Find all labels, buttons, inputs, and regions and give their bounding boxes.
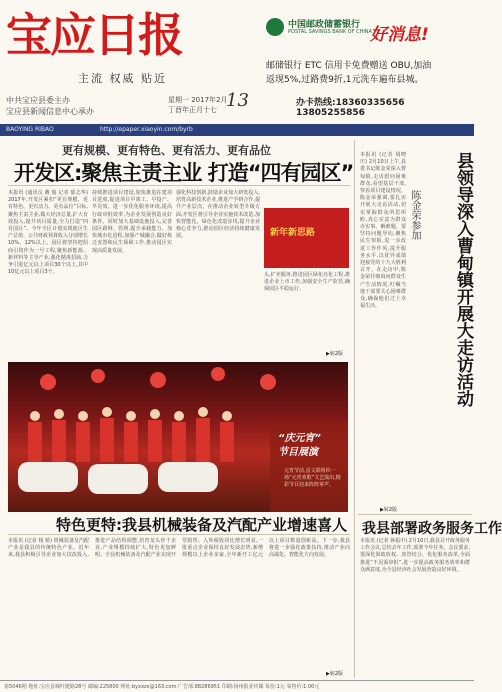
lead-kicker: 更有规模、更有特色、更有活力、更有品位 <box>62 144 271 157</box>
publisher-line-2: 宝应县新闻信息中心承办 <box>6 107 94 116</box>
lead-body-col-3: 强化科技创新,鼓励企业加大研发投入,培育高新技术企业,推进产学研合作,提升产业层次。在推动企业转型升级方面,开发区将引导企业实施技术改造,加快智能化、绿色化改造步伐,提升企业核心竞争力,推动园区经济持续健康发展。 <box>176 190 260 240</box>
headline-rule <box>8 185 350 186</box>
photo-caption-text: 元宵节前,县文联组织一场“元宵欢歌”文艺演出,精彩节目迎来阵阵掌声。 <box>284 468 341 488</box>
right-story2-rule <box>358 514 472 515</box>
story2-rule <box>8 534 350 535</box>
story2-continue[interactable]: ▶转2版 <box>326 671 344 677</box>
bank-name-en: POSTAL SAVINGS BANK OF CHINA <box>288 29 372 35</box>
date-line-2: 丁酉年正月十七 <box>168 106 217 114</box>
masthead-bar <box>0 124 474 136</box>
story2-headline: 特色更特:我县机械装备及汽配产业增速喜人 <box>56 516 348 534</box>
lead-body-col-4: 头,扩充服务,推进园区绿化亮化工程,推进企业上市工作,加强安全生产监管,确保园区平稳运行。 <box>264 272 350 293</box>
issue-number: 13 <box>226 90 249 111</box>
new-year-badge-text: 新年新思路 <box>270 228 316 238</box>
column-divider <box>354 140 355 678</box>
epaper-url[interactable]: http://epaper.xiaoyin.com/byrb <box>100 126 193 133</box>
right-story2-body: 本报讯 (记者 蒋振中) 2月10日,我县召开政务服务工作会议,总结去年工作,部署今年任务。会议要求,要深化简政放权、放管结合、优化服务改革,全面推进“不见面审批”,进一步提高政务服务效率和群众满意度,为全县经济社会发展营造良好环境。 <box>360 538 470 573</box>
ad-line-2: 返现5%,过路费9折,1元洗车遍布县城。 <box>266 75 424 85</box>
right-story2-headline: 我县部署政务服务工作 <box>362 521 502 537</box>
slogan: 主流 权威 贴近 <box>78 72 167 85</box>
new-year-badge <box>264 208 349 268</box>
ad-headline: 好消息! <box>370 25 429 45</box>
masthead-pinyin: BAOYING RIBAO <box>6 126 54 133</box>
bank-logo-icon <box>266 18 284 36</box>
right-story1-headline: 县领导深入曹甸镇开展大走访活动 <box>453 152 473 407</box>
ad-hotline: 办卡热线:18360335656 13805255856 <box>296 98 405 118</box>
footer-info: 第5046期 地址:宝应县城叶挺路28号 邮编:225800 网址:byxxzx@163.com 广告部:88286951 印刷:扬州报业传媒 每份:1元 零售价:1.00元 <box>0 680 474 692</box>
lead-continue[interactable]: ▶转2版 <box>326 351 344 357</box>
bank-name: 中国邮政储蓄银行 <box>288 20 361 30</box>
photo-caption-title: “庆元宵” 节目展演 <box>278 433 321 458</box>
newspaper-title: 宝应日报 <box>6 8 182 62</box>
right-story1-byline: 陈金荣参加 <box>409 190 420 240</box>
date-line-1: 星期一 2017年2月 <box>168 96 228 104</box>
date-block <box>168 95 228 115</box>
right-story1-body: 本报讯 (记者 胡晓庆) 2月10日上午,县委书记陈金荣深入曹甸镇,走访慰问困难群众,看望基层干部,察看项目建设情况。陈金荣强调,要扎实开展大走访活动,切实掌握群众所思所盼,真心实意为群众办实事、解难题。要坚持问题导向,聚焦民生短板,进一步改进工作作风,提升服务水平,以优异成绩迎接党的十九大胜利召开。在走访中,陈金荣仔细询问群众生产生活情况,叮嘱当地干部要关心困难群众,确保他们过上幸福生活。 <box>360 152 406 310</box>
ad-line-1: 邮储银行 ETC 信用卡免费赠送 OBU,加油 <box>266 61 432 71</box>
right-story1-continue[interactable]: ▶转2版 <box>380 507 398 513</box>
publisher-line-1: 中共宝应县委主办 <box>6 96 70 105</box>
lead-body-col-1: 本报讯 (通讯员 戴 俊 记者 郁志华) 2017年,开发区紧扣“更有规模、更有特色、更有活力、更有品位”目标,聚焦主责主业,做大经济总量,扩大有效投入,提升项目质量,全力打造“四有园区”。今年全区计划实现地区生产总值、公共财政预算收入分别增长10%、12%以上。园区将坚持把招商引资作为一号工程,聚焦新能源、新材料等主导产业,强化精准招商,力争引进亿元以上项目30个以上,其中10亿元以上项目3个。 <box>8 190 89 276</box>
publisher-info <box>6 95 94 117</box>
lead-body-col-2: 持续推进项目建设,加快推进在建项目进度,促进项目早竣工、早投产、早见效。进一步优化服务环境,提高行政审批效率,为企业发展创造良好条件。同时加大基础设施投入,完善园区路网、管网,提升承载能力。加快城市化进程,加强产城融合,做好拆迁安置和民生保障工作,推动园区实现高质量发展。 <box>92 190 172 254</box>
lead-headline: 开发区:聚焦主责主业 打造“四有园区” <box>14 161 354 185</box>
story2-body: 本报讯 (记者 杨 娇) 机械装备及汽配产业是我县的传统特色产业。近年来,我县积极引导企业加大技改投入,推进产品结构调整,培育龙头骨干企业,产业规模持续扩大,特色更加鲜明。全县机械装备及汽配产业实现开票销售、入库税收同比增长明显,一批重点企业保持良好发展态势,新增规模以上企业多家,全年新开工亿元以上项目数量创新高。下一步,我县将进一步强化政策扶持,推动产业向高端化、智能化方向发展。 <box>8 538 350 559</box>
